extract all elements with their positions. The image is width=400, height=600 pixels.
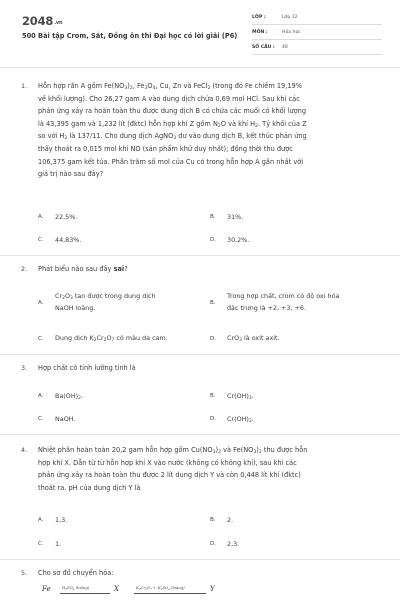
text-emphasis: sai [113, 265, 125, 273]
question-divider [0, 559, 400, 560]
logo-text: 2048 [22, 14, 54, 28]
text-line: giá trị nào sau đây? [38, 170, 104, 179]
scheme-mid: X [114, 585, 119, 593]
text-line: so với $H_2$ là 137/11. Cho dung dịch AgNO$_3$ dư vào dung dịch B, kết thúc phản ứng [38, 132, 307, 142]
option-letter: A. [38, 300, 44, 306]
meta-label: LỚP : [252, 15, 266, 20]
option-a[interactable]: 1,3. [55, 516, 68, 524]
question-text [38, 263, 378, 276]
option-c[interactable]: NaOH. [55, 415, 76, 423]
arrow-1-label: $H_2SO_4$ (loãng) [62, 585, 90, 591]
meta-question-count [252, 43, 382, 55]
text-line: là 43,395 gam và 1,232 lít (đktc) hỗn hợp khí Z gồm $N_2O$ và khí $H_2$. Tỷ khối của Z [38, 119, 307, 129]
meta-label: MÔN : [252, 30, 268, 35]
logo-suffix: .vn [54, 20, 63, 26]
text-line: Hỗn hợp rắn A gồm $Fe(NO_3)_2$, $Fe_3O_4$, Cu, Zn và FeCl$_2$ (trong đó Fe chiếm 19,19% [38, 82, 302, 91]
option-letter: D. [210, 336, 217, 342]
option-letter: D. [210, 416, 217, 422]
option-letter: B. [210, 214, 216, 220]
option-c[interactable]: Dung dịch $K_2Cr_2O_7$ có màu da cam. [55, 334, 168, 343]
question-number: 2. [21, 265, 28, 273]
option-line: $Cr_2O_3$ tan được trong dung dịch [55, 292, 156, 301]
meta-class [252, 13, 382, 25]
option-d[interactable]: CrO$_3$ là oxit axit. [227, 334, 280, 343]
option-b[interactable]: 31%. [227, 213, 244, 221]
option-b[interactable]: 2. [227, 516, 234, 524]
question-number: 5. [21, 569, 28, 577]
option-letter: D. [210, 237, 217, 243]
option-letter: D. [210, 541, 217, 547]
text-line: phản ứng xảy ra hoàn toàn thu được 2 lít dung dịch Y và còn 0,448 lít khí (đktc) [38, 471, 301, 480]
arrow-1 [60, 593, 110, 594]
option-a[interactable] [55, 290, 215, 314]
document-title: 500 Bài tập Crom, Sắt, Đồng ôn thi Đại học có lời giải (P6) [22, 32, 238, 40]
text-part: Phát biểu nào sau đây [38, 265, 114, 273]
meta-value: Lớp 12 [282, 15, 298, 20]
option-letter: C. [38, 336, 44, 342]
question-text [38, 444, 378, 494]
meta-value: 40 [282, 45, 288, 50]
text-part: ? [124, 265, 128, 273]
option-d[interactable]: $Cr(OH)_2$. [227, 415, 254, 424]
option-letter: A. [38, 393, 44, 399]
option-a[interactable]: $Ba(OH)_2$. [55, 392, 84, 401]
option-b[interactable] [227, 290, 387, 314]
question-text: Hợp chất có tính lưỡng tính là [38, 364, 136, 372]
question-number: 4. [21, 446, 28, 454]
option-d[interactable]: 30,2%. [227, 236, 250, 244]
scheme-end: Y [210, 585, 215, 593]
option-letter: A. [38, 517, 44, 523]
meta-label: SỐ CÂU : [252, 45, 275, 50]
question-divider [0, 434, 400, 435]
meta-subject [252, 28, 382, 40]
option-letter: B. [210, 393, 216, 399]
option-letter: B. [210, 517, 216, 523]
text-line: về khối lượng). Cho 26,27 gam A vào dung dịch chứa 0,69 mol HCl. Sau khi các [38, 94, 300, 103]
option-a[interactable]: 22,5%. [55, 213, 78, 221]
option-letter: C. [38, 416, 44, 422]
text-line: thấy thoát ra 0,015 mol khí NO (sản phẩm khử duy nhất); đồng thời thu được [38, 144, 293, 153]
question-text [38, 80, 378, 181]
text-line: 106,375 gam kết tủa. Phần trăm số mol của Cu có trong hỗn hợp A gần nhất với [38, 157, 304, 166]
text-line: hợp khí X. Dẫn từ từ hỗn hợp khí X vào nước (không có không khí), sau khi các [38, 458, 297, 467]
site-logo[interactable] [22, 14, 62, 28]
option-b[interactable]: $Cr(OH)_3$. [227, 392, 254, 401]
text-line: thoát ra. pH của dung dịch Y là [38, 483, 141, 492]
option-letter: B. [210, 300, 216, 306]
text-line: Nhiệt phân hoàn toàn 20,2 gam hỗn hợp gồm $Cu(NO_3)_2$ và $Fe(NO_3)_2$ thu được hỗn [38, 446, 308, 455]
option-d[interactable]: 2,3. [227, 540, 240, 548]
option-letter: C. [38, 541, 44, 547]
question-number: 1. [21, 82, 28, 90]
option-letter: A. [38, 214, 44, 220]
page-header [0, 0, 400, 66]
option-line: NaOH loãng. [55, 304, 96, 312]
option-line: Trong hợp chất, crom có độ oxi hóa [227, 292, 340, 300]
header-divider [0, 67, 400, 68]
arrow-2 [134, 593, 206, 594]
text-line: phản ứng xảy ra hoàn toàn thu được dung dịch B có chứa các muối có khối lượng [38, 107, 307, 116]
meta-value: Hóa học [282, 30, 301, 35]
arrow-2-label: $K_2Cr_2O_7 + H_2SO_4$ (loãng) [136, 585, 185, 591]
question-divider [0, 354, 400, 355]
question-divider [0, 255, 400, 256]
option-letter: C. [38, 237, 44, 243]
option-c[interactable]: 44,83%. [55, 236, 82, 244]
option-c[interactable]: 1. [55, 540, 62, 548]
scheme-start: Fe [42, 585, 51, 593]
question-number: 3. [21, 364, 28, 372]
option-line: đặc trưng là +2, +3, +6. [227, 304, 306, 312]
question-text: Cho sơ đồ chuyển hóa: [38, 569, 114, 577]
